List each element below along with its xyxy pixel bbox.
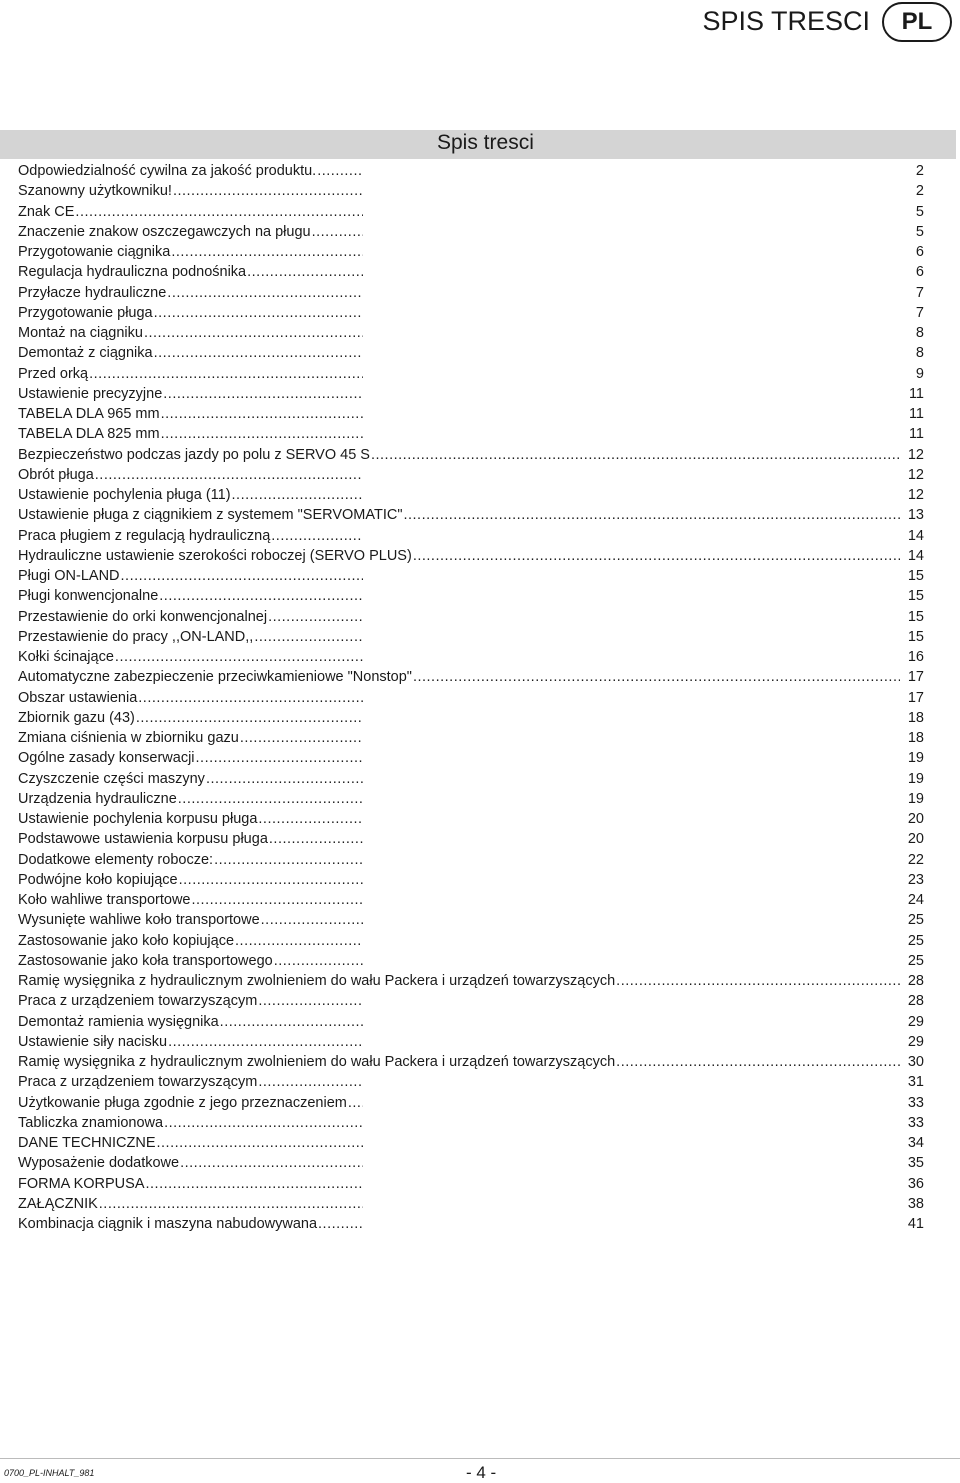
table-of-contents [18,161,924,1234]
toc-dot-leader [269,829,363,849]
toc-entry-page: 22 [905,850,924,870]
toc-entry-page: 29 [905,1012,924,1032]
toc-dot-leader [89,364,363,384]
toc-entry-title: Pługi ON-LAND [18,568,120,584]
toc-dot-leader [196,748,363,768]
toc-entry-page: 8 [913,323,924,343]
toc-entry-title: Odpowiedzialność cywilna za jakość produktu. [18,163,317,179]
toc-entry-page: 13 [905,505,924,525]
toc-dot-leader [161,404,363,424]
toc-dot-leader [75,202,363,222]
toc-entry-title: Szanowny użytkowniku! [18,183,172,200]
toc-entry-page: 33 [905,1093,924,1113]
toc-leader [18,181,363,201]
toc-leader [18,890,363,910]
toc-entry-page: 30 [905,1052,924,1072]
toc-entry[interactable] [18,1133,924,1153]
toc-entry-page: 28 [905,991,924,1011]
toc-dot-leader [274,951,363,971]
toc-entry-title: Ramię wysięgnika z hydraulicznym zwolnieniem do wału Packera i urządzeń towarzyszących [18,1054,616,1070]
toc-leader [18,465,363,485]
toc-leader [18,1052,900,1072]
toc-entry-title: Zastosowanie jako koło kopiujące [18,932,235,949]
toc-entry-page: 12 [905,465,924,485]
toc-entry-title: Tabliczka znamionowa [18,1114,164,1131]
toc-entry-page: 5 [913,202,924,222]
toc-entry-title: Przyłacze hydrauliczne [18,284,167,301]
toc-dot-leader [173,181,363,201]
toc-leader [18,505,900,525]
toc-dot-leader [164,1113,363,1133]
toc-entry-page: 14 [905,546,924,566]
toc-entry-title: Urządzenia hydrauliczne [18,790,177,807]
toc-dot-leader [121,566,363,586]
toc-dot-leader [348,1093,363,1113]
toc-leader [18,1072,363,1092]
toc-leader [18,1012,363,1032]
toc-entry-page: 12 [905,485,924,505]
toc-entry[interactable] [18,1072,924,1092]
toc-entry-title: Praca z urządzeniem towarzyszącym [18,1074,258,1091]
toc-leader [18,1113,363,1133]
toc-entry[interactable] [18,991,924,1011]
toc-leader [18,262,363,282]
toc-leader [18,607,363,627]
toc-entry-title: Ustawienie pochylenia korpusu pługa [18,811,258,827]
toc-leader [18,445,900,465]
toc-leader [18,566,363,586]
footer-page-number: - 4 - [466,1463,497,1482]
toc-entry-title: Wysunięte wahliwe koło transportowe [18,912,260,929]
toc-leader [18,586,363,606]
toc-entry-page: 20 [905,809,924,829]
toc-dot-leader [167,283,363,303]
toc-entry-page: 6 [913,242,924,262]
toc-leader [18,829,363,849]
toc-dot-leader [317,161,363,181]
toc-dot-leader [403,505,900,525]
toc-entry-title: Obrót pługa [18,466,94,483]
toc-dot-leader [154,303,363,323]
toc-entry[interactable] [18,181,924,201]
toc-leader [18,951,363,971]
toc-leader [18,688,363,708]
toc-entry-title: Użytkowanie pługa zgodnie z jego przeznaczeniem [18,1094,347,1111]
toc-dot-leader [146,1174,364,1194]
toc-entry[interactable] [18,202,924,222]
toc-entry-page: 29 [905,1032,924,1052]
toc-entry-title: Praca z urządzeniem towarzyszącym [18,993,258,1010]
toc-entry-title: Ustawienie precyzyjne [18,385,163,402]
toc-dot-leader [318,1214,363,1234]
toc-entry-title: Bezpieczeństwo podczas jazdy po polu z SERVO 45 S [18,446,370,463]
toc-entry-title: Zbiornik gazu (43) [18,709,135,726]
toc-leader [18,222,363,242]
toc-leader [18,384,363,404]
toc-entry-title: Praca pługiem z regulacją hydrauliczną [18,527,271,544]
toc-entry-title: TABELA DLA 825 mm [18,426,160,443]
toc-dot-leader [115,647,363,667]
toc-entry-title: Automatyczne zabezpieczenie przeciwkamieniowe "Nonstop" [18,669,412,686]
toc-entry-page: 41 [905,1214,924,1234]
toc-entry-page: 25 [905,910,924,930]
toc-entry-page: 6 [913,262,924,282]
toc-entry-title: Podstawowe ustawienia korpusu pługa [18,831,268,848]
toc-entry[interactable] [18,647,924,667]
toc-entry[interactable] [18,364,924,384]
toc-entry-page: 25 [905,951,924,971]
toc-entry-page: 17 [905,667,924,687]
toc-entry[interactable] [18,607,924,627]
toc-leader [18,202,363,222]
toc-dot-leader [271,526,363,546]
toc-entry[interactable] [18,789,924,809]
toc-leader [18,931,363,951]
toc-entry-title: Ramię wysięgnika z hydraulicznym zwolnieniem do wału Packera i urządzeń towarzyszących [18,973,616,989]
toc-entry-title: Przed orką [18,365,89,382]
toc-entry[interactable] [18,688,924,708]
toc-entry-page: 17 [905,688,924,708]
toc-dot-leader [138,688,363,708]
toc-leader [18,910,363,930]
toc-entry-page: 18 [905,708,924,728]
toc-entry-page: 33 [905,1113,924,1133]
toc-entry-page: 11 [906,424,924,444]
toc-leader [18,1214,363,1234]
toc-entry[interactable] [18,829,924,849]
toc-entry-page: 15 [905,607,924,627]
toc-entry-title: Ogólne zasady konserwacji [18,750,195,767]
toc-entry[interactable] [18,303,924,323]
toc-leader [18,870,363,890]
toc-leader [18,809,363,829]
toc-entry[interactable] [18,586,924,606]
toc-dot-leader [261,910,363,930]
toc-entry[interactable] [18,910,924,930]
toc-dot-leader [159,586,363,606]
toc-entry-page: 25 [905,931,924,951]
toc-entry-title: Znak CE [18,203,75,220]
toc-dot-leader [413,667,900,687]
toc-dot-leader [144,323,363,343]
toc-entry-page: 38 [905,1194,924,1214]
toc-leader [18,971,900,991]
toc-entry-page: 19 [905,769,924,789]
toc-entry-title: Przestawienie do pracy ,,ON-LAND,, [18,628,254,645]
toc-entry-title: Czyszczenie części maszyny [18,770,205,787]
toc-entry-page: 11 [906,404,924,424]
toc-leader [18,526,363,546]
toc-entry[interactable] [18,1174,924,1194]
toc-entry[interactable] [18,283,924,303]
language-badge: PL [882,2,952,42]
toc-leader [18,748,363,768]
toc-entry[interactable] [18,728,924,748]
toc-leader [18,303,363,323]
toc-entry-title: Przestawienie do orki konwencjonalnej [18,608,268,625]
page-header-title: SPIS TRESCI [702,6,870,36]
toc-entry-page: 35 [905,1153,924,1173]
toc-dot-leader [95,465,363,485]
toc-entry[interactable] [18,1052,924,1072]
toc-leader [18,991,363,1011]
toc-leader [18,1194,363,1214]
toc-leader [18,850,363,870]
toc-entry[interactable] [18,404,924,424]
toc-leader [18,627,363,647]
toc-entry[interactable] [18,343,924,363]
toc-entry-title: Przygotowanie pługa [18,304,153,321]
toc-entry-title: Ustawienie pochylenia pługa (11) [18,487,231,503]
toc-entry-title: Pługi konwencjonalne [18,588,159,605]
toc-entry-page: 20 [905,829,924,849]
toc-dot-leader [312,222,363,242]
toc-entry[interactable] [18,870,924,890]
toc-entry-page: 19 [905,748,924,768]
toc-leader [18,485,363,505]
toc-dot-leader [161,424,363,444]
toc-dot-leader [136,708,363,728]
toc-dot-leader [220,1012,363,1032]
toc-entry[interactable] [18,890,924,910]
toc-entry-page: 5 [913,222,924,242]
footer-document-code: 0700_PL-INHALT_981 [4,1468,95,1478]
toc-entry[interactable] [18,526,924,546]
toc-entry[interactable] [18,627,924,647]
toc-entry[interactable] [18,262,924,282]
toc-leader [18,789,363,809]
toc-entry[interactable] [18,242,924,262]
toc-dot-leader [616,971,900,991]
toc-entry-page: 18 [905,728,924,748]
toc-leader [18,769,363,789]
toc-dot-leader [616,1052,900,1072]
toc-entry[interactable] [18,951,924,971]
toc-entry[interactable] [18,667,924,687]
toc-entry-page: 15 [905,586,924,606]
toc-entry[interactable] [18,850,924,870]
toc-entry-page: 28 [905,971,924,991]
toc-leader [18,424,363,444]
toc-entry[interactable] [18,1032,924,1052]
toc-dot-leader [235,931,363,951]
toc-leader [18,1153,363,1173]
toc-entry[interactable] [18,1214,924,1234]
toc-entry-title: Podwójne koło kopiujące [18,871,178,888]
toc-entry[interactable] [18,445,924,465]
toc-entry-title: Demontaż z ciągnika [18,345,153,362]
toc-leader [18,728,363,748]
toc-dot-leader [180,1153,363,1173]
toc-leader [18,364,363,384]
toc-entry[interactable] [18,1012,924,1032]
toc-entry-title: Zmiana ciśnienia w zbiorniku gazu [18,730,239,746]
toc-leader [18,546,900,566]
toc-dot-leader [168,1032,363,1052]
toc-leader [18,708,363,728]
toc-entry-title: Wyposażenie dodatkowe [18,1155,180,1172]
toc-entry-page: 8 [913,343,924,363]
toc-dot-leader [214,850,363,870]
footer-divider [0,1458,960,1459]
toc-entry-title: FORMA KORPUSA [18,1175,145,1192]
toc-entry-title: Regulacja hydrauliczna podnośnika [18,264,247,281]
toc-dot-leader [206,769,363,789]
toc-entry[interactable] [18,323,924,343]
toc-dot-leader [268,607,363,627]
toc-entry-title: Kołki ścinające [18,649,114,665]
toc-entry-title: Ustawienie siły nacisku [18,1033,168,1050]
toc-entry-page: 9 [913,364,924,384]
toc-entry-title: Znaczenie znakow oszczegawczych na pługu [18,223,311,240]
toc-entry[interactable] [18,222,924,242]
toc-entry-page: 15 [905,627,924,647]
toc-entry-page: 31 [905,1072,924,1092]
toc-entry-title: Kombinacja ciągnik i maszyna nabudowywana [18,1216,318,1232]
toc-entry-page: 14 [905,526,924,546]
toc-entry-title: Montaż na ciągniku [18,325,143,341]
toc-leader [18,1093,363,1113]
toc-entry[interactable] [18,505,924,525]
toc-entry[interactable] [18,971,924,991]
toc-entry-title: Hydrauliczne ustawienie szerokości roboczej (SERVO PLUS) [18,547,412,564]
toc-entry[interactable] [18,809,924,829]
toc-dot-leader [191,890,363,910]
toc-entry-page: 2 [913,161,924,181]
toc-entry-page: 11 [906,384,924,404]
toc-entry-title: TABELA DLA 965 mm [18,406,160,422]
toc-entry-title: Zastosowanie jako koła transportowego [18,952,273,969]
toc-entry[interactable] [18,161,924,181]
toc-entry-page: 23 [905,870,924,890]
toc-leader [18,343,363,363]
toc-entry[interactable] [18,465,924,485]
toc-dot-leader [254,627,363,647]
toc-entry-title: ZAŁĄCZNIK [18,1195,98,1212]
toc-dot-leader [178,789,363,809]
toc-dot-leader [163,384,363,404]
toc-entry[interactable] [18,1153,924,1173]
toc-dot-leader [247,262,363,282]
toc-leader [18,161,363,181]
toc-dot-leader [232,485,363,505]
toc-leader [18,404,363,424]
toc-entry-page: 34 [905,1133,924,1153]
toc-dot-leader [240,728,363,748]
toc-leader [18,242,363,262]
toc-leader [18,1133,363,1153]
toc-entry[interactable] [18,546,924,566]
toc-dot-leader [258,1072,363,1092]
toc-entry-title: Przygotowanie ciągnika [18,244,171,260]
toc-leader [18,283,363,303]
toc-dot-leader [99,1194,363,1214]
toc-entry-page: 7 [913,283,924,303]
toc-entry-page: 16 [905,647,924,667]
toc-entry-title: Koło wahliwe transportowe [18,892,191,908]
toc-entry-page: 2 [913,181,924,201]
toc-leader [18,323,363,343]
toc-entry[interactable] [18,748,924,768]
toc-dot-leader [171,242,363,262]
toc-leader [18,1174,363,1194]
toc-entry-page: 24 [905,890,924,910]
toc-entry-title: DANE TECHNICZNE [18,1135,156,1151]
section-title: Spis tresci [437,131,534,154]
toc-entry[interactable] [18,931,924,951]
toc-dot-leader [258,991,363,1011]
toc-entry-title: Demontaż ramienia wysięgnika [18,1013,219,1030]
toc-entry[interactable] [18,708,924,728]
toc-entry-title: Ustawienie pługa z ciągnikiem z systemem "SERVOMATIC" [18,507,403,524]
toc-entry[interactable] [18,1113,924,1133]
toc-dot-leader [179,870,363,890]
toc-entry-page: 12 [905,445,924,465]
toc-entry-title: Obszar ustawienia [18,689,138,706]
toc-leader [18,1032,363,1052]
toc-entry[interactable] [18,384,924,404]
toc-entry[interactable] [18,566,924,586]
toc-dot-leader [258,809,363,829]
toc-dot-leader [413,546,900,566]
toc-entry-page: 7 [913,303,924,323]
toc-dot-leader [157,1133,364,1153]
toc-entry[interactable] [18,769,924,789]
toc-entry-page: 19 [905,789,924,809]
toc-dot-leader [371,445,900,465]
toc-leader [18,647,363,667]
toc-entry[interactable] [18,424,924,444]
toc-entry-title: Dodatkowe elementy robocze: [18,851,214,868]
toc-dot-leader [154,343,363,363]
toc-entry[interactable] [18,485,924,505]
toc-entry-page: 15 [905,566,924,586]
toc-leader [18,667,900,687]
toc-entry[interactable] [18,1093,924,1113]
toc-entry-page: 36 [905,1174,924,1194]
toc-entry[interactable] [18,1194,924,1214]
